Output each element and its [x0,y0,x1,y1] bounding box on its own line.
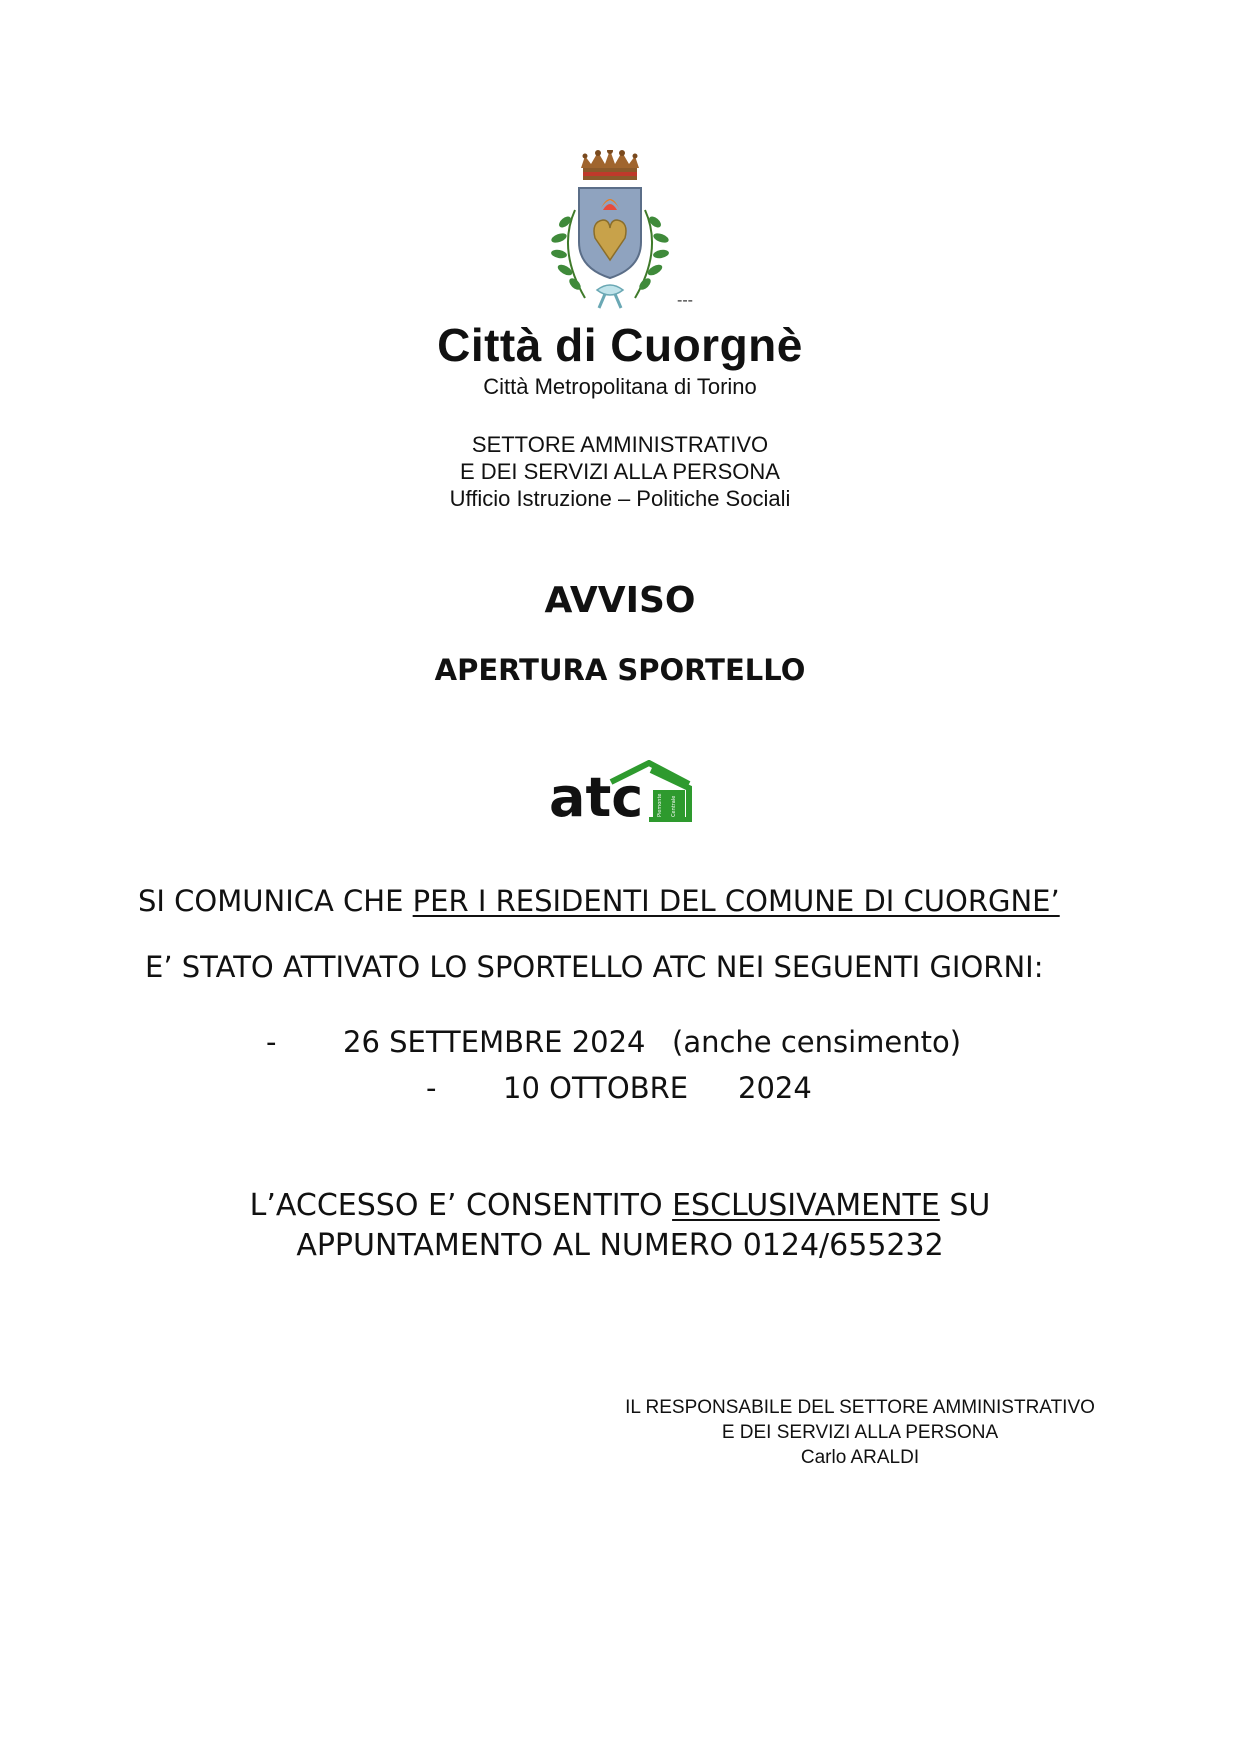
access-line-2: APPUNTAMENTO AL NUMERO 0124/655232 [296,1228,944,1263]
body-line-1-prefix: SI COMUNICA CHE [138,884,413,918]
body-line-1-underlined: PER I RESIDENTI DEL COMUNE DI CUORGNE’ [412,884,1060,918]
date-1-dash: - [266,1025,277,1059]
city-subtitle: Città Metropolitana di Torino [483,374,757,399]
logo-small-text-2: Centrale [671,795,677,817]
ribbon-icon [597,285,623,308]
office-line: Ufficio Istruzione – Politiche Sociali [449,486,791,511]
atc-logo [549,760,694,822]
header-separator: --- [677,292,693,309]
notice-title: AVVISO [544,580,696,621]
access-line-1 [0,1186,1240,1226]
city-title: Città di Cuorgnè [437,319,803,371]
department-line-1: SETTORE AMMINISTRATIVO [471,432,769,457]
logo-small-text-1: Piemonte [657,793,663,817]
date-2: 10 OTTOBRE [503,1071,689,1105]
access-block [0,1186,1240,1266]
body-line-2: E’ STATO ATTIVATO LO SPORTELLO ATC NEI SEGUENTI GIORNI: [145,950,1044,984]
signature-block [540,1395,1180,1470]
date-2-year: 2024 [738,1071,812,1105]
signature-line-2: E DEI SERVIZI ALLA PERSONA [721,1422,999,1443]
signature-name: Carlo ARALDI [800,1447,920,1468]
city-coat-of-arms [545,150,675,310]
department-block [0,431,1240,512]
crown-icon [581,150,639,180]
signature-line-1: IL RESPONSABILE DEL SETTORE AMMINISTRATIVO [625,1397,1095,1418]
access-prefix: L’ACCESSO E’ CONSENTITO [249,1188,673,1223]
notice-subtitle: APERTURA SPORTELLO [434,653,806,687]
shield-icon [579,188,641,278]
date-1: 26 SETTEMBRE 2024 [343,1025,646,1059]
body-line-1 [138,884,1060,918]
department-line-2: E DEI SERVIZI ALLA PERSONA [460,459,780,484]
date-2-dash: - [426,1071,437,1105]
access-underlined: ESCLUSIVAMENTE [672,1188,940,1223]
access-suffix: SU [939,1188,991,1223]
date-1-note: (anche censimento) [672,1025,962,1059]
atc-logo-text: atc [549,766,644,822]
